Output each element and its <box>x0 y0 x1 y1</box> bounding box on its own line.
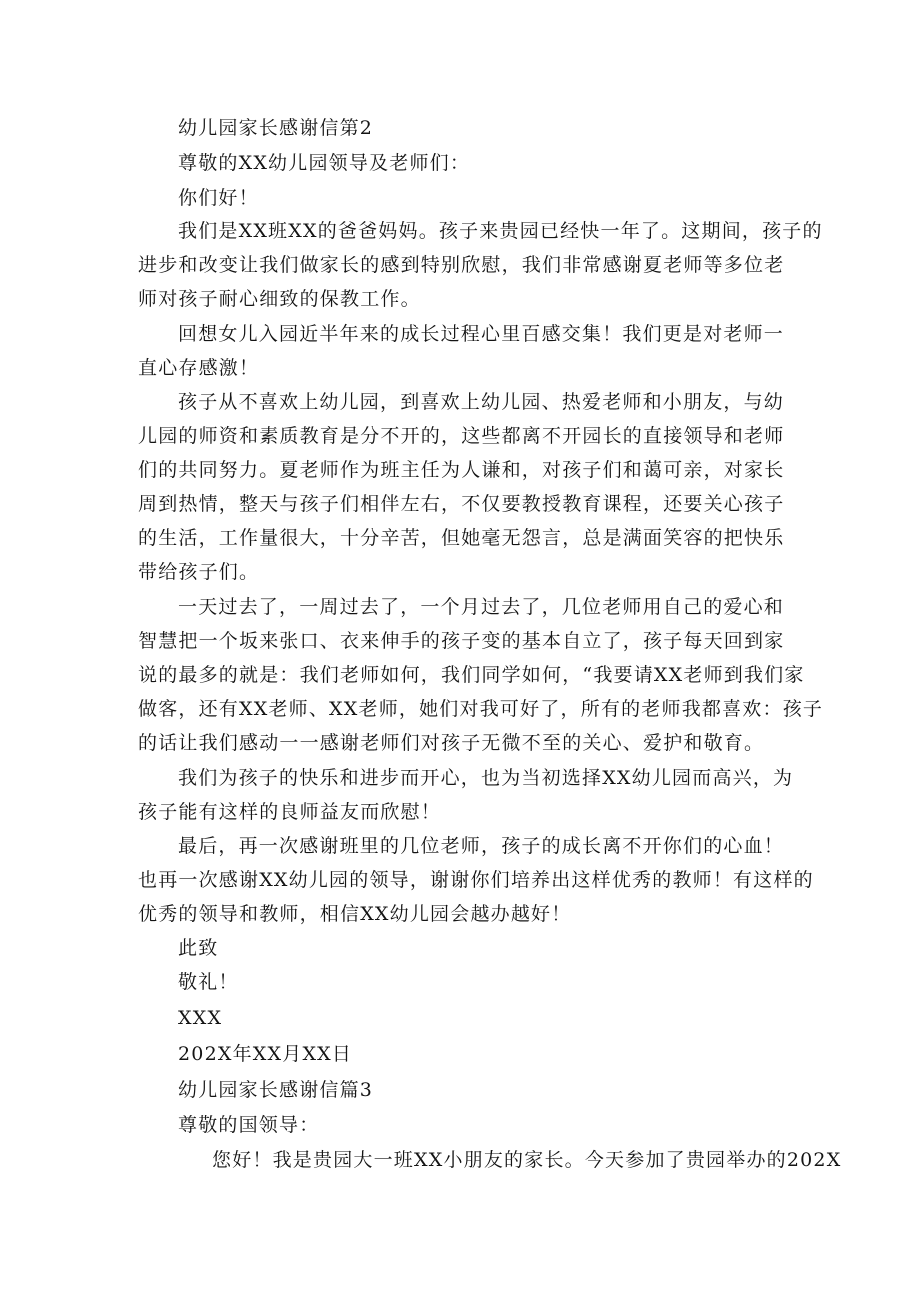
signature: XXX <box>178 1007 223 1029</box>
paragraph-line: 的话让我们感动一一感谢老师们对孩子无微不至的关心、爱护和敬育。 <box>138 732 765 754</box>
paragraph-line: 周到热情，整天与孩子们相伴左右，不仅要教授教育课程，还要关心孩子 <box>138 493 785 515</box>
salutation: 尊敬的国领导： <box>178 1114 320 1136</box>
paragraph-line: 孩子能有这样的良师益友而欣慰！ <box>138 801 442 823</box>
paragraph-line: 我们为孩子的快乐和进步而开心，也为当初选择XX幼儿园而高兴，为 <box>178 767 794 789</box>
paragraph-line: 回想女儿入园近半年来的成长过程心里百感交集！我们更是对老师一 <box>178 323 785 345</box>
paragraph-line: 师对孩子耐心细致的保教工作。 <box>138 288 421 310</box>
letter-title: 幼儿园家长感谢信第2 <box>178 117 374 139</box>
paragraph-line: 优秀的领导和教师，相信XX幼儿园会越办越好！ <box>138 903 572 925</box>
paragraph-line: 直心存感激！ <box>138 357 260 379</box>
paragraph-line: 说的最多的就是：我们老师如何，我们同学如何，“我要请XX老师到我们家 <box>138 664 805 686</box>
paragraph-line: 也再一次感谢XX幼儿园的领导，谢谢你们培养出这样优秀的教师！有这样的 <box>138 869 814 891</box>
paragraph-line: 的生活，工作量很大，十分辛苦，但她毫无怨言，总是满面笑容的把快乐 <box>138 527 785 549</box>
paragraph-line: 我们是XX班XX的爸爸妈妈。孩子来贵园已经快一年了。这期间，孩子的 <box>178 220 823 242</box>
paragraph-line: 儿园的师资和素质教育是分不开的，这些都离不开园长的直接领导和老师 <box>138 425 785 447</box>
paragraph-line: 最后，再一次感谢班里的几位老师，孩子的成长离不开你们的心血！ <box>178 835 785 857</box>
paragraph-line: 智慧把一个坂来张口、衣来伸手的孩子变的基本自立了，孩子每天回到家 <box>138 630 785 652</box>
paragraph-line: 做客，还有XX老师、XX老师，她们对我可好了，所有的老师我都喜欢：孩子 <box>138 698 824 720</box>
date: 202X年XX月XX日 <box>178 1043 353 1065</box>
paragraph-line: 一天过去了，一周过去了，一个月过去了，几位老师用自己的爱心和 <box>178 596 785 618</box>
closing-line: 此致 <box>178 937 219 959</box>
paragraph-line: 们的共同努力。夏老师作为班主任为人谦和，对孩子们和蔼可亲，对家长 <box>138 459 785 481</box>
closing-line: 敬礼！ <box>178 971 239 993</box>
salutation: 尊敬的XX幼儿园领导及老师们： <box>178 152 471 174</box>
paragraph-line: 带给孩子们。 <box>138 561 260 583</box>
greeting: 你们好！ <box>178 187 259 209</box>
paragraph-line: 您好！我是贵园大一班XX小朋友的家长。今天参加了贵园举办的202X <box>212 1149 842 1171</box>
paragraph-line: 孩子从不喜欢上幼儿园，到喜欢上幼儿园、热爱老师和小朋友，与幼 <box>178 391 785 413</box>
paragraph-line: 进步和改变让我们做家长的感到特别欣慰，我们非常感谢夏老师等多位老 <box>138 254 785 276</box>
letter-title: 幼儿园家长感谢信篇3 <box>178 1079 374 1101</box>
